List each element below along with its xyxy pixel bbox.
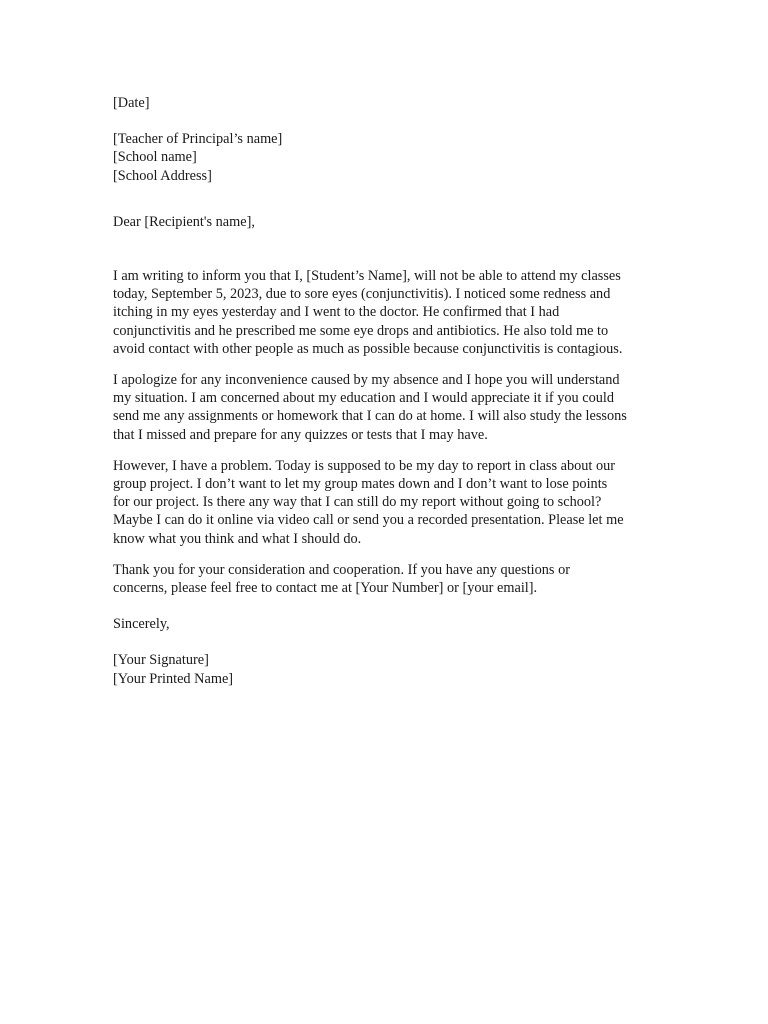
salutation-text: Dear [Recipient's name],	[113, 213, 255, 230]
paragraph-line: However, I have a problem. Today is supposed to be my day to report in class about our	[113, 457, 616, 474]
signature-line: [Your Signature]	[113, 652, 209, 669]
paragraph-line: Thank you for your consideration and cooperation. If you have any questions or	[113, 561, 570, 578]
paragraph-line: avoid contact with other people as much as possible because conjunctivitis is contagious.	[113, 340, 623, 357]
paragraph-line: conjunctivitis and he prescribed me some eye drops and antibiotics. He also told me to	[113, 322, 609, 339]
school-name-line: [School name]	[113, 149, 197, 166]
body-paragraph-3	[113, 457, 653, 548]
body-paragraph-4	[113, 561, 653, 597]
body-paragraph-1	[113, 267, 653, 358]
letter-page	[113, 94, 653, 688]
date-line	[113, 94, 653, 112]
paragraph-line: my situation. I am concerned about my education and I would appreciate it if you could	[113, 390, 615, 407]
printed-name-line: [Your Printed Name]	[113, 670, 234, 687]
paragraph-line: I apologize for any inconvenience caused by my absence and I hope you will understand	[113, 372, 620, 389]
closing-text: Sincerely,	[113, 616, 170, 633]
paragraph-line: for our project. Is there any way that I can still do my report without going to school?	[113, 494, 602, 511]
paragraph-line: know what you think and what I should do.	[113, 530, 362, 547]
paragraph-line: today, September 5, 2023, due to sore eyes (conjunctivitis). I noticed some redness and	[113, 286, 611, 303]
paragraph-line: group project. I don’t want to let my group mates down and I don’t want to lose points	[113, 476, 608, 493]
signature-block	[113, 651, 653, 687]
recipient-address-block	[113, 130, 653, 185]
school-address-line: [School Address]	[113, 167, 212, 184]
closing	[113, 615, 653, 633]
recipient-name-line: [Teacher of Principal’s name]	[113, 131, 283, 148]
date-text: [Date]	[113, 95, 150, 111]
paragraph-line: that I missed and prepare for any quizzes or tests that I may have.	[113, 426, 488, 443]
body-paragraph-2	[113, 371, 653, 444]
paragraph-line: concerns, please feel free to contact me at [Your Number] or [your email].	[113, 580, 538, 597]
paragraph-line: I am writing to inform you that I, [Student’s Name], will not be able to attend my classes	[113, 268, 621, 285]
salutation	[113, 213, 653, 231]
paragraph-line: send me any assignments or homework that I can do at home. I will also study the lessons	[113, 408, 627, 425]
paragraph-line: itching in my eyes yesterday and I went to the doctor. He confirmed that I had	[113, 304, 560, 321]
paragraph-line: Maybe I can do it online via video call or send you a recorded presentation. Please let me	[113, 512, 624, 529]
